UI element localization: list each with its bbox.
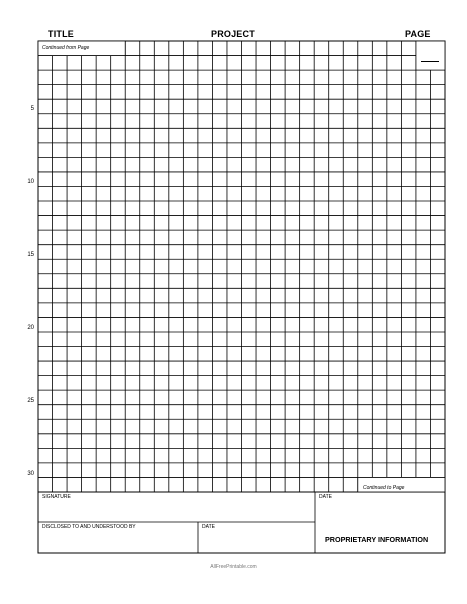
signature-label: SIGNATURE bbox=[42, 494, 71, 500]
disclosed-label: DISCLOSED TO AND UNDERSTOOD BY bbox=[42, 524, 136, 530]
row-number-25: 25 bbox=[27, 398, 34, 404]
page-label: PAGE bbox=[405, 29, 431, 39]
proprietary-information-label: PROPRIETARY INFORMATION bbox=[325, 535, 429, 544]
signature-date-label: DATE bbox=[319, 494, 332, 500]
row-number-5: 5 bbox=[30, 106, 34, 112]
row-number-30: 30 bbox=[27, 471, 34, 477]
page-number-box bbox=[416, 41, 445, 70]
row-number-15: 15 bbox=[27, 252, 34, 258]
project-label: PROJECT bbox=[211, 29, 255, 39]
disclosed-date-label: DATE bbox=[202, 524, 215, 530]
watermark-text: AllFreePrintable.com bbox=[210, 564, 257, 570]
continued-from-label: Continued from Page bbox=[42, 45, 90, 51]
page-number-blank bbox=[421, 61, 439, 62]
row-number-10: 10 bbox=[27, 179, 34, 185]
title-label: TITLE bbox=[48, 29, 74, 39]
continued-to-label: Continued to Page bbox=[363, 485, 405, 491]
row-number-20: 20 bbox=[27, 325, 34, 331]
